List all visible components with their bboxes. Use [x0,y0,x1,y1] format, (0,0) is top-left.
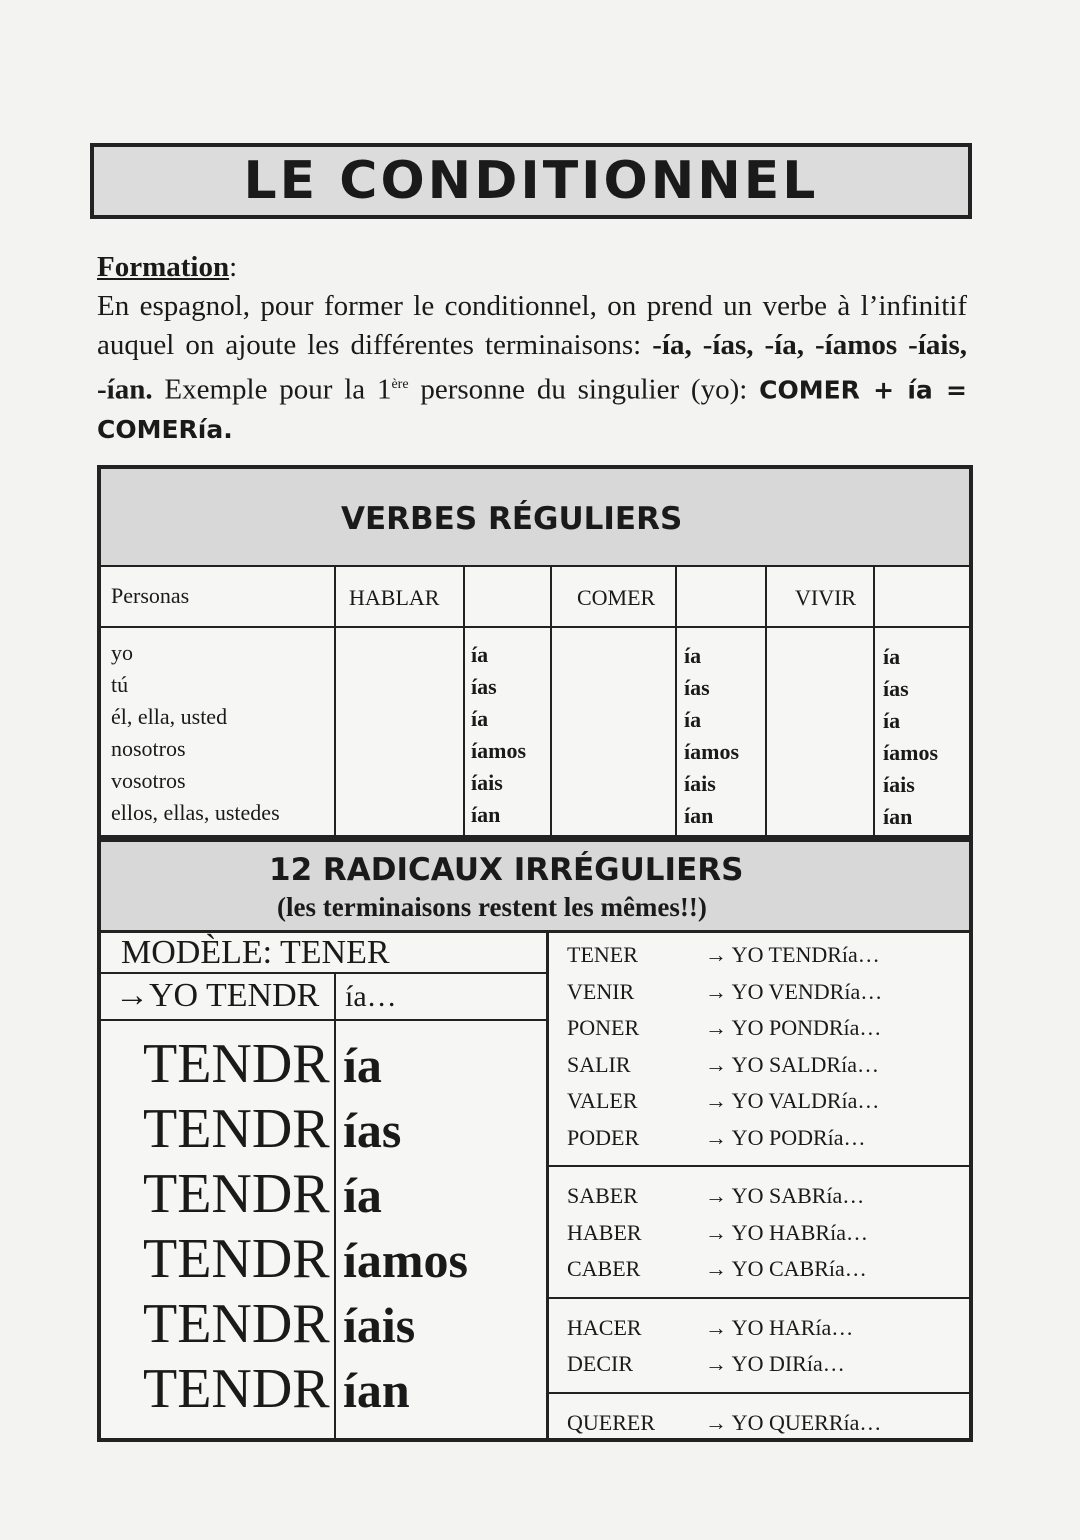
irregular-verb: TENER [567,942,638,967]
irregular-result: → YO PODRía… [705,1124,866,1150]
person-item: tú [111,672,129,697]
irregular-verb: PODER [567,1124,640,1150]
irregular-verb: SABER [567,1183,638,1208]
model-ending: íais [343,1297,416,1353]
formation-text-2: Exemple pour la 1 [152,373,392,406]
ending-item: íamos [684,739,739,764]
irregular-result: → YO DIRía… [705,1351,845,1376]
irregular-verb: CABER [567,1256,641,1281]
ending-item: ían [883,804,913,829]
ending-item: íamos [471,738,526,763]
ending-item: íais [471,770,503,795]
ending-item: íais [883,772,915,797]
irregular-result: → YO SABRía… [705,1183,865,1208]
irregular-verb: HABER [567,1219,642,1245]
irregular-result: → YO HARía… [705,1314,854,1340]
model-stem: TENDR [143,1358,330,1420]
col-hablar: HABLAR [349,585,440,610]
ending-item: ía [471,706,489,731]
group-divider [549,1165,973,1167]
ending-item: ías [471,674,497,699]
irregular-verbs-title: 12 RADICAUX IRRÉGULIERS [269,852,744,888]
ending-item: ía [883,708,901,733]
ending-item: ía [684,643,702,668]
formation-text-1: En espagnol, pour former le conditionnel, on prend un verbe à l’infinitif auquel on ajoute les différentes terminaisons: [97,290,967,361]
irregular-result: → YO QUERRía… [705,1409,882,1435]
regular-verbs-title: VERBES RÉGULIERS [341,501,683,537]
persons-list [111,637,280,829]
formation-example: COMER + ía = COMERía. [97,375,967,444]
col-comer: COMER [577,585,656,610]
irregular-verb: DECIR [567,1351,633,1376]
irregular-result: → YO VALDRía… [705,1088,880,1113]
regular-verbs-table [97,465,973,839]
model-ending: ías [343,1102,402,1158]
model-ending: ía [343,1167,382,1223]
irregular-verb: SALIR [567,1051,631,1077]
irregular-result: → YO VENDRía… [705,978,883,1004]
irregular-verb: VALER [567,1088,638,1113]
formation-sup: ère [391,377,409,392]
formation-heading: Formation [97,251,230,283]
group-divider [549,1392,973,1394]
model-stem: TENDR [143,1033,330,1095]
irregular-verb: HACER [567,1314,642,1340]
irregular-verb: QUERER [567,1409,655,1435]
formation-paragraph: Formation: En espagnol, pour former le conditionnel, on prend un verbe à l’infinitif auquel on ajoute les différentes terminaisons: -ía, -ías, -ía, -íamos -íais, -ían. Exemple pour la 1ère personne du singulier (yo): COMER + ía = COMERía. [97,251,967,444]
model-stem: TENDR [143,1163,330,1225]
person-item: vosotros [111,768,186,793]
ending-item: ías [684,675,710,700]
ending-item: íais [684,771,716,796]
formation-endings: -ía, -ías, -ía, -íamos -íais, -ían. [97,329,967,406]
model-arrow-ending: ía… [345,980,397,1013]
ending-item: ían [471,802,501,827]
title-banner [90,143,972,219]
irregular-verb: VENIR [567,978,635,1004]
ending-item: ían [684,803,714,828]
ending-item: ías [883,676,909,701]
irregular-verbs-section [97,838,973,1442]
ending-item: ía [684,707,702,732]
irregular-result: → YO PONDRía… [705,1015,882,1040]
comer-endings [684,640,739,832]
model-title: MODÈLE: TENER [121,934,390,971]
model-arrow-stem: →YO TENDR [115,977,320,1014]
model-stem: TENDR [143,1228,330,1290]
col-personas: Personas [111,583,190,608]
group-divider [549,1297,973,1299]
irregular-result: → YO TENDRía… [705,942,880,967]
person-item: ellos, ellas, ustedes [111,800,280,825]
irregular-verbs-subtitle: (les terminaisons restent les mêmes!!) [277,892,707,922]
model-ending: ía [343,1037,382,1093]
vivir-endings [883,641,938,833]
model-stem: TENDR [143,1293,330,1355]
ending-item: íamos [883,740,938,765]
irregular-result: → YO CABRía… [705,1256,867,1281]
person-item: yo [111,640,133,665]
person-item: él, ella, usted [111,704,228,729]
hablar-endings [471,639,526,831]
ending-item: ía [471,642,489,667]
col-vivir: VIVIR [795,585,857,610]
page-title: LE CONDITIONNEL [243,151,819,211]
person-item: nosotros [111,736,186,761]
irregular-verbs-header [101,842,969,930]
regular-verbs-header [101,469,969,565]
model-stem: TENDR [143,1098,330,1160]
model-ending: íamos [343,1232,468,1288]
irregular-result: → YO HABRía… [705,1219,868,1245]
irregular-verb: PONER [567,1015,640,1040]
ending-item: ía [883,644,901,669]
irregular-result: → YO SALDRía… [705,1051,879,1077]
model-ending: ían [343,1362,410,1418]
formation-text-3: personne du singulier (yo): [408,373,760,406]
